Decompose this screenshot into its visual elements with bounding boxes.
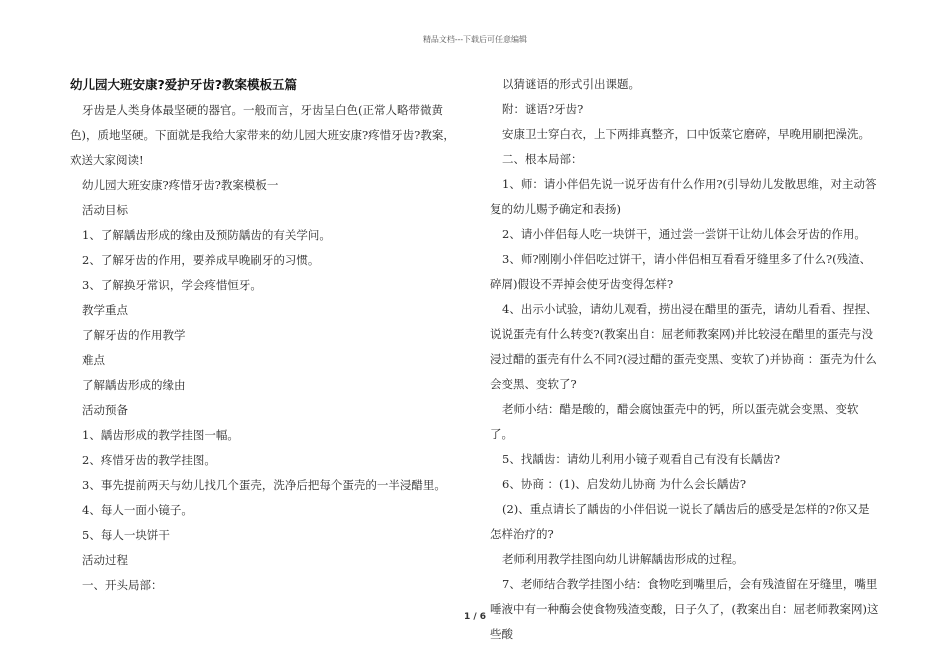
left-column [70, 72, 466, 598]
left-paragraph: 3、事先提前两天与幼儿找几个蛋壳，洗净后把每个蛋壳的一半浸醋里。 [82, 478, 446, 492]
right-paragraph: 1、师：请小伴侣先说一说牙齿有什么作用?(引导幼儿发散思维，对主动答复的幼儿赐予确定和表扬) [490, 177, 877, 216]
right-paragraph: (2)、重点请长了龋齿的小伴侣说一说长了龋齿后的感受是怎样的?你又是怎样治疗的? [490, 502, 870, 541]
left-paragraph: 5、每人一块饼干 [82, 528, 170, 542]
left-paragraph: 活动预备 [82, 403, 128, 417]
right-paragraph: 6、协商 ：(1)、启发幼儿协商 为什么会长龋齿? [502, 477, 747, 491]
right-column [490, 72, 880, 647]
left-paragraph: 活动目标 [82, 203, 128, 217]
right-paragraph: 5、找龋齿：请幼儿利用小镜子观看自己有没有长龋齿? [502, 452, 780, 466]
right-paragraph: 附：谜语?牙齿? [502, 102, 584, 116]
left-paragraph: 难点 [82, 353, 105, 367]
left-paragraph: 一、开头局部： [82, 578, 163, 592]
left-paragraph: 3、了解换牙常识，学会疼惜恒牙。 [82, 278, 262, 292]
document-title: 幼儿园大班安康?爱护牙齿?教案模板五篇 [70, 77, 298, 92]
right-paragraph: 安康卫士穿白衣，上下两排真整齐，口中饭菜它磨碎，早晚用刷把澡洗。 [502, 127, 870, 141]
left-paragraph: 活动过程 [82, 553, 128, 567]
page-header: 精品文档---下载后可任意编辑 [422, 35, 528, 44]
right-paragraph: 4、出示小试验，请幼儿观看，捞出浸在醋里的蛋壳，请幼儿看看、捏捏、说说蛋壳有什么转变?(教案出自：屈老师教案网)并比较浸在醋里的蛋壳与没浸过醋的蛋壳有什么不同?(浸过醋的蛋壳变黑、变软了)并协商 ：蛋壳为什么会变黑、变软了? [490, 302, 878, 391]
left-paragraph: 2、了解牙齿的作用，要养成早晚刷牙的习惯。 [82, 253, 320, 267]
page-number: 1 / 6 [463, 612, 487, 622]
left-paragraph: 牙齿是人类身体最坚硬的器官。一般而言，牙齿呈白色(正常人略带微黄色)，质地坚硬。下面就是我给大家带来的幼儿园大班安康?疼惜牙齿?教案，欢送大家阅读! [70, 103, 455, 167]
right-paragraph: 3、师?刚刚小伴侣吃过饼干，请小伴侣相互看看牙缝里多了什么?(残渣、碎屑)假设不弄掉会使牙齿变得怎样? [490, 252, 872, 291]
right-paragraph: 2、请小伴侣每人吃一块饼干，通过尝一尝饼干让幼儿体会牙齿的作用。 [502, 227, 866, 241]
left-paragraph: 幼儿园大班安康?疼惜牙齿?教案模板一 [82, 178, 279, 192]
right-paragraph: 二、根本局部： [502, 152, 583, 166]
right-paragraph: 以猜谜语的形式引出课题。 [502, 77, 640, 91]
left-paragraph: 了解牙齿的作用教学 [82, 328, 186, 342]
left-paragraph: 1、了解龋齿形成的缘由及预防龋齿的有关学问。 [82, 228, 331, 242]
left-paragraph: 了解龋齿形成的缘由 [82, 378, 186, 392]
left-paragraph: 2、疼惜牙齿的教学挂图。 [82, 453, 216, 467]
left-paragraph: 4、每人一面小镜子。 [82, 503, 193, 517]
right-paragraph: 老师利用教学挂图向幼儿讲解龋齿形成的过程。 [502, 552, 744, 566]
right-paragraph: 老师小结：醋是酸的，醋会腐蚀蛋壳中的钙，所以蛋壳就会变黑、变软了。 [490, 402, 859, 441]
right-paragraph: 7、老师结合教学挂图小结：食物吃到嘴里后，会有残渣留在牙缝里，嘴里唾液中有一种酶会使食物残渣变酸，日子久了，(教案出自：屈老师教案网)这些酸 [490, 577, 879, 641]
left-paragraph: 教学重点 [82, 303, 128, 317]
left-paragraph: 1、龋齿形成的教学挂图一幅。 [82, 428, 239, 442]
